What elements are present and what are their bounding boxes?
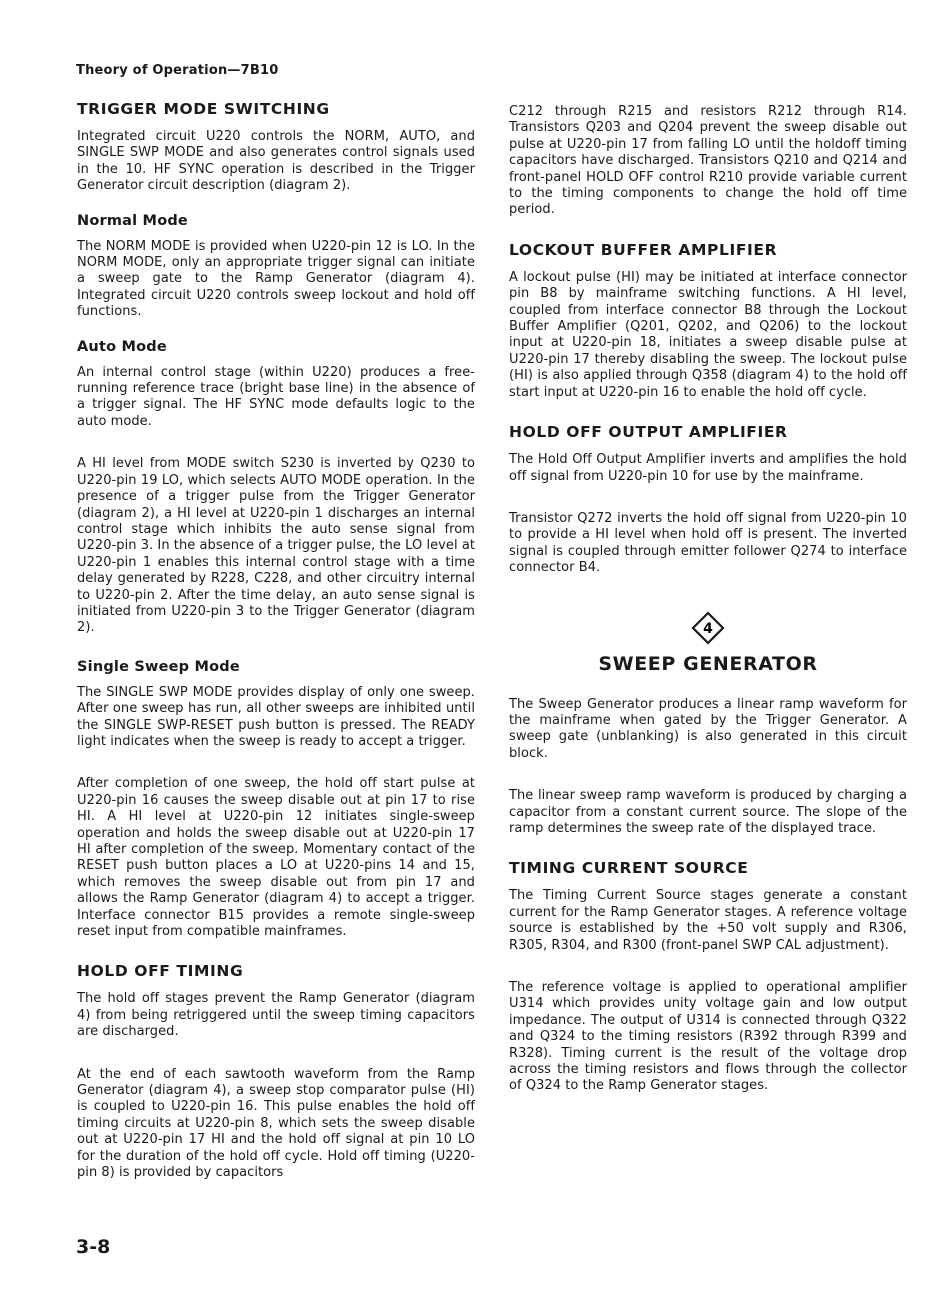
- paragraph: Integrated circuit U220 controls the NORM, AUTO, and SINGLE SWP MODE and also generates control signals used in the 10. HF SYNC operation is described in the Trigger Generator circuit description (diagram 2).: [77, 129, 475, 194]
- paragraph: The Hold Off Output Amplifier inverts and amplifies the hold off signal from U220-pin 10 for use by the mainframe.: [509, 452, 907, 484]
- section-heading-trigger-mode-switching: TRIGGER MODE SWITCHING: [77, 100, 330, 118]
- subheading-auto-mode: Auto Mode: [77, 338, 167, 355]
- subheading-normal-mode: Normal Mode: [77, 212, 188, 229]
- section-heading-hold-off-timing: HOLD OFF TIMING: [77, 962, 244, 981]
- right-column: [509, 104, 907, 1095]
- paragraph: An internal control stage (within U220) produces a free-running reference trace (bright base line) in the absence of a trigger signal. The HF SYNC mode defaults logic to the auto mode.: [77, 364, 475, 429]
- paragraph: The linear sweep ramp waveform is produced by charging a capacitor from a constant current source. The slope of the ramp determines the sweep rate of the displayed trace.: [509, 788, 907, 836]
- section-heading-timing-current-source: TIMING CURRENT SOURCE: [509, 859, 749, 878]
- left-column: [77, 100, 475, 1182]
- diagram-section-header: [509, 611, 907, 675]
- paragraph: The hold off stages prevent the Ramp Generator (diagram 4) from being retriggered until the sweep timing capacitors are discharged.: [77, 991, 475, 1040]
- paragraph: The Timing Current Source stages generate a constant current for the Ramp Generator stages. A reference voltage source is established by the +50 volt supply and R306, R305, R304, and R300 (front-panel SWP CAL adjustment).: [509, 888, 907, 953]
- diagram-number: 4: [703, 620, 713, 637]
- paragraph: C212 through R215 and resistors R212 through R14. Transistors Q203 and Q204 prevent the sweep disable out pulse at U220-pin 17 from falling LO until the holdoff timing capacitors have discharged. Transistors Q210 and Q214 and front-panel HOLD OFF control R210 provide variable current to the timing components to change the hold off time period.: [509, 104, 907, 218]
- running-head: Theory of Operation—7B10: [76, 63, 279, 78]
- paragraph: The NORM MODE is provided when U220-pin 12 is LO. In the NORM MODE, only an appropriate trigger signal can initiate a sweep gate to the Ramp Generator (diagram 4). Integrated circuit U220 controls sweep lockout and hold off functions.: [77, 238, 475, 320]
- paragraph: The reference voltage is applied to operational amplifier U314 which provides unity voltage gain and low output impedance. The output of U314 is connected through Q322 and Q324 to the timing resistors (R392 through R399 and R328). Timing current is the result of the voltage drop across the timing resistors and flows through the collector of Q324 to the Ramp Generator stages.: [509, 980, 907, 1094]
- subheading-single-sweep-mode: Single Sweep Mode: [77, 658, 240, 675]
- diagram-number-diamond-icon: [691, 611, 725, 645]
- section-heading-lockout-buffer-amplifier: LOCKOUT BUFFER AMPLIFIER: [509, 240, 778, 259]
- paragraph: A lockout pulse (HI) may be initiated at interface connector pin B8 by mainframe switching functions. A HI level, coupled from interface connector B8 through the Lockout Buffer Amplifier (Q201, Q202, and Q206) to the lockout input at U220-pin 18, initiates a sweep disable pulse at U220-pin 17 thereby disabling the sweep. The lockout pulse (HI) is also applied through Q358 (diagram 4) to the hold off start input at U220-pin 16 to enable the hold off cycle.: [509, 269, 907, 400]
- paragraph: Transistor Q272 inverts the hold off signal from U220-pin 10 to provide a HI level when hold off is present. The inverted signal is coupled through emitter follower Q274 to interface connector B4.: [509, 510, 907, 576]
- paragraph: The SINGLE SWP MODE provides display of only one sweep. After one sweep has run, all other sweeps are inhibited until the SINGLE SWP-RESET push button is pressed. The READY light indicates when the sweep is ready to accept a trigger.: [77, 684, 475, 749]
- paragraph: After completion of one sweep, the hold off start pulse at U220-pin 16 causes the sweep disable out at pin 17 to rise HI. A HI level at U220-pin 12 initiates single-sweep operation and holds the sweep disable out at U220-pin 17 HI after completion of the sweep. Momentary contact of the RESET push button places a LO at U220-pins 14 and 15, which removes the sweep disable out from pin 17 and allows the Ramp Generator (diagram 4) to accept a trigger. Interface connector B15 provides a remote single-sweep reset input from compatible mainframes.: [77, 776, 475, 940]
- paragraph: A HI level from MODE switch S230 is inverted by Q230 to U220-pin 19 LO, which selects AUTO MODE operation. In the presence of a trigger pulse from the Trigger Generator (diagram 2), a HI level at U220-pin 1 discharges an internal control stage which inhibits the auto sense signal from U220-pin 3. In the absence of a trigger pulse, the LO level at U220-pin 1 enables this internal control stage with a time delay generated by R228, C228, and other circuitry internal to U220-pin 2. After the time delay, an auto sense signal is initiated from U220-pin 3 to the Trigger Generator (diagram 2).: [77, 456, 475, 636]
- paragraph: At the end of each sawtooth waveform from the Ramp Generator (diagram 4), a sweep stop comparator pulse (HI) is coupled to U220-pin 16. This pulse enables the hold off timing circuits at U220-pin 8, which sets the sweep disable out at U220-pin 17 HI and the hold off signal at pin 10 LO for the duration of the hold off cycle. Hold off timing (U220-pin 8) is provided by capacitors: [77, 1066, 475, 1181]
- page-number: 3-8: [76, 1236, 111, 1258]
- paragraph: The Sweep Generator produces a linear ramp waveform for the mainframe when gated by the Trigger Generator. A sweep gate (unblanking) is also generated in this circuit block.: [509, 696, 907, 761]
- section-title-sweep-generator: SWEEP GENERATOR: [598, 652, 818, 675]
- section-heading-hold-off-output-amplifier: HOLD OFF OUTPUT AMPLIFIER: [509, 423, 788, 442]
